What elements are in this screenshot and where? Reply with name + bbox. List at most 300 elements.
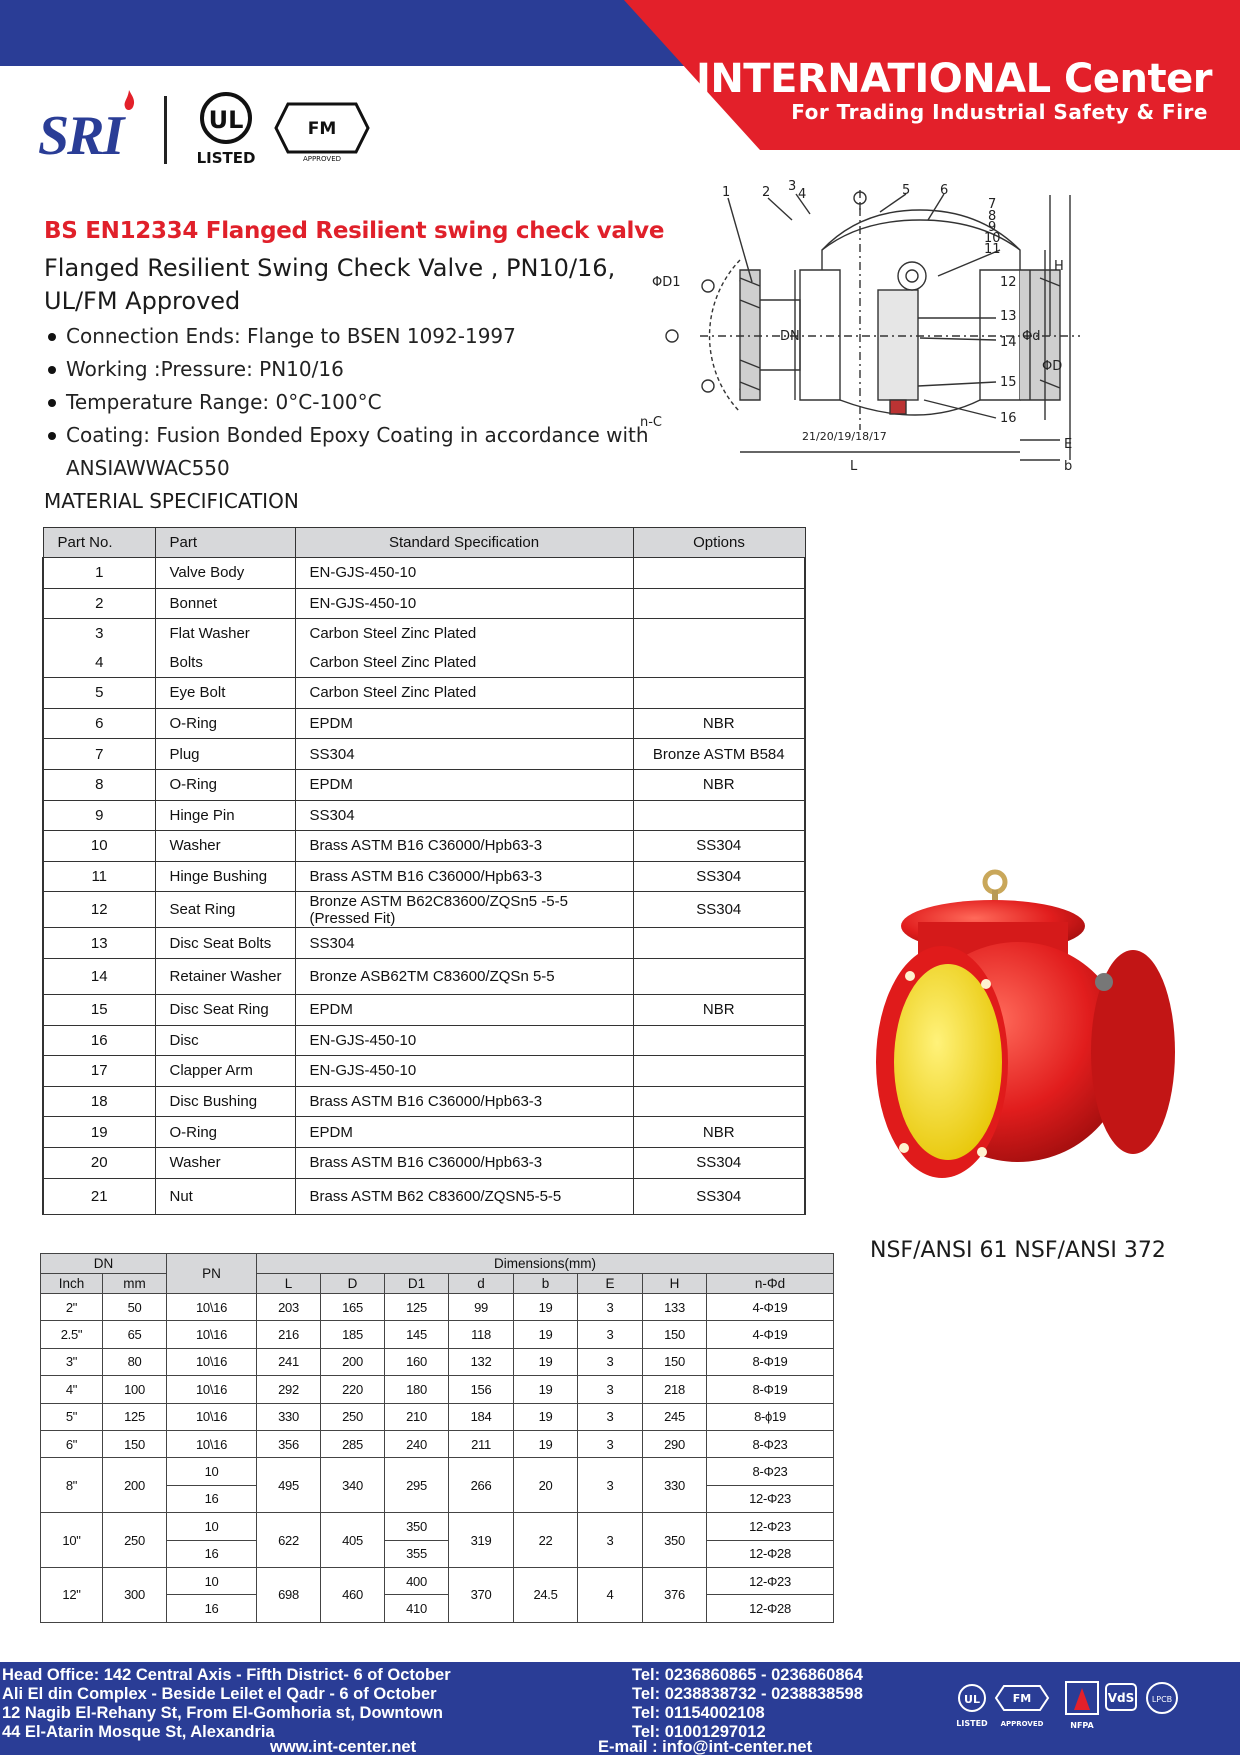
table-row [43, 994, 805, 1025]
mm-cell: 65 [103, 1321, 167, 1348]
small-d-cell: 370 [449, 1567, 514, 1622]
address-line: Head Office: 142 Central Axis - Fifth District- 6 of October [2, 1666, 451, 1684]
svg-text:11: 11 [984, 242, 1001, 257]
part-cell: O-Ring [155, 708, 295, 739]
l-cell: 216 [257, 1321, 321, 1348]
small-d-cell: 118 [449, 1321, 514, 1348]
part-no-cell: 2 [43, 588, 155, 619]
mm-cell: 50 [103, 1294, 167, 1321]
e-cell: 3 [578, 1458, 643, 1513]
spec-cell: Bronze ASB62TM C83600/ZQSn 5-5 [295, 958, 633, 994]
spec-cell: Brass ASTM B16 C36000/Hpb63-3 [295, 861, 633, 892]
bullet-icon [48, 333, 56, 341]
table-row [43, 739, 805, 770]
part-no-cell: 3 4 [43, 619, 155, 678]
d1-cell: 295 [385, 1458, 449, 1513]
bullet-icon [48, 399, 56, 407]
d1-cell: 355 [385, 1540, 449, 1567]
pn-cell: 16 [167, 1485, 257, 1512]
svg-text:E: E [1064, 437, 1073, 452]
h-cell: 350 [643, 1513, 707, 1568]
table-row [43, 708, 805, 739]
option-cell: SS304 [633, 831, 805, 862]
svg-text:ΦD1: ΦD1 [652, 275, 681, 290]
dimensions-table [40, 1253, 834, 1623]
material-spec-heading: MATERIAL SPECIFICATION [44, 489, 299, 513]
e-cell: 3 [578, 1403, 643, 1430]
feature-item: Coating: Fusion Bonded Epoxy Coating in accordance with ANSIAWWAC550 [44, 419, 694, 485]
pn-cell: 10\16 [167, 1321, 257, 1348]
nd-cell: 12-Φ23 [707, 1567, 834, 1594]
address-line: Ali El din Complex - Beside Leilet el Qadr - 6 of October [2, 1685, 437, 1703]
nd-cell: 8-ϕ19 [707, 1403, 834, 1430]
l-cell: 203 [257, 1294, 321, 1321]
phone-line: Tel: 01001297012 [632, 1723, 766, 1741]
e-cell: 3 [578, 1321, 643, 1348]
part-cell: Hinge Bushing [155, 861, 295, 892]
part-cell: Plug [155, 739, 295, 770]
spec-cell: EN-GJS-450-10 [295, 588, 633, 619]
part-no-cell: 18 [43, 1086, 155, 1117]
svg-text:10: 10 [984, 231, 1001, 246]
part-cell: Eye Bolt [155, 678, 295, 709]
svg-text:n-C: n-C [640, 415, 663, 430]
svg-text:FM: FM [1012, 1692, 1032, 1705]
option-cell [633, 800, 805, 831]
inch-cell: 3" [41, 1348, 103, 1375]
l-cell: 356 [257, 1430, 321, 1457]
option-cell [633, 619, 805, 678]
svg-text:ΦD: ΦD [1042, 359, 1063, 374]
nd-cell: 12-Φ28 [707, 1595, 834, 1622]
spec-cell: EN-GJS-450-10 [295, 1056, 633, 1087]
table-row [43, 558, 805, 589]
spec-cell: EN-GJS-450-10 [295, 558, 633, 589]
part-no-cell: 16 [43, 1025, 155, 1056]
flame-icon [122, 90, 136, 112]
part-cell: Hinge Pin [155, 800, 295, 831]
svg-text:H: H [1054, 259, 1064, 274]
svg-text:4: 4 [798, 187, 807, 202]
part-cell: Disc Seat Bolts [155, 928, 295, 959]
feature-item: Working :Pressure: PN10/16 [44, 353, 694, 386]
table-row [43, 1025, 805, 1056]
footer-cert-logos [956, 1678, 1196, 1738]
nd-cell: 12-Φ23 [707, 1485, 834, 1512]
col-header-d: d [449, 1274, 514, 1294]
col-header-part: Part [155, 528, 295, 558]
svg-text:VdS: VdS [1107, 1691, 1135, 1705]
d-cell: 200 [321, 1348, 385, 1375]
svg-text:16: 16 [1000, 411, 1017, 426]
spec-cell: Brass ASTM B16 C36000/Hpb63-3 [295, 1147, 633, 1178]
spec-cell: SS304 [295, 800, 633, 831]
b-cell: 20 [514, 1458, 578, 1513]
feature-item: Temperature Range: 0°C-100°C [44, 386, 694, 419]
pn-cell: 10\16 [167, 1294, 257, 1321]
svg-text:UL: UL [964, 1693, 980, 1706]
part-no-cell: 19 [43, 1117, 155, 1148]
inch-cell: 12" [41, 1567, 103, 1622]
col-header-H: H [643, 1274, 707, 1294]
pn-cell: 10 [167, 1567, 257, 1594]
d-cell: 340 [321, 1458, 385, 1513]
mm-cell: 80 [103, 1348, 167, 1375]
h-cell: 218 [643, 1376, 707, 1403]
table-row [41, 1513, 834, 1540]
e-cell: 3 [578, 1376, 643, 1403]
inch-cell: 8" [41, 1458, 103, 1513]
svg-text:5: 5 [902, 183, 911, 198]
spec-cell: EPDM [295, 994, 633, 1025]
table-row [43, 1117, 805, 1148]
part-no-cell: 10 [43, 831, 155, 862]
option-cell: SS304 [633, 1147, 805, 1178]
feature-item: Connection Ends: Flange to BSEN 1092-1997 [44, 320, 694, 353]
col-header-dn: DN [41, 1254, 167, 1274]
part-cell: Clapper Arm [155, 1056, 295, 1087]
e-cell: 3 [578, 1513, 643, 1568]
h-cell: 150 [643, 1321, 707, 1348]
part-no-cell: 12 [43, 892, 155, 928]
spec-cell: SS304 [295, 739, 633, 770]
valve-section-drawing [640, 179, 1200, 530]
h-cell: 133 [643, 1294, 707, 1321]
inch-cell: 2.5" [41, 1321, 103, 1348]
spec-cell: Carbon Steel Zinc Plated Carbon Steel Zinc Plated [295, 619, 633, 678]
part-cell: O-Ring [155, 1117, 295, 1148]
part-no-cell: 9 [43, 800, 155, 831]
e-cell: 3 [578, 1294, 643, 1321]
option-cell: NBR [633, 994, 805, 1025]
d1-cell: 210 [385, 1403, 449, 1430]
svg-text:2: 2 [762, 185, 771, 200]
b-cell: 22 [514, 1513, 578, 1568]
nd-cell: 4-Φ19 [707, 1321, 834, 1348]
d-cell: 250 [321, 1403, 385, 1430]
table-row [43, 800, 805, 831]
part-cell: Nut [155, 1178, 295, 1214]
product-title: BS EN12334 Flanged Resilient swing check valve [44, 218, 665, 244]
e-cell: 3 [578, 1430, 643, 1457]
h-cell: 245 [643, 1403, 707, 1430]
footer-website-link[interactable]: www.int-center.net [270, 1738, 417, 1756]
h-cell: 376 [643, 1567, 707, 1622]
part-cell: Washer [155, 831, 295, 862]
l-cell: 330 [257, 1403, 321, 1430]
phone-line: Tel: 0236860865 - 0236860864 [632, 1666, 863, 1684]
svg-text:DN: DN [780, 329, 800, 344]
part-no-cell: 14 [43, 958, 155, 994]
table-row [41, 1403, 834, 1430]
svg-text:3: 3 [788, 179, 797, 194]
part-cell: Disc [155, 1025, 295, 1056]
nd-cell: 12-Φ28 [707, 1540, 834, 1567]
phone-line: Tel: 01154002108 [632, 1704, 765, 1722]
material-spec-table [42, 527, 806, 1215]
spec-cell: EPDM [295, 1117, 633, 1148]
table-row [43, 1086, 805, 1117]
pn-cell: 10\16 [167, 1348, 257, 1375]
valve-product-photo [868, 862, 1190, 1188]
inch-cell: 4" [41, 1376, 103, 1403]
mm-cell: 200 [103, 1458, 167, 1513]
pn-cell: 10\16 [167, 1376, 257, 1403]
svg-text:Φd: Φd [1022, 329, 1041, 344]
dimensions-table-body [41, 1294, 834, 1623]
pn-cell: 10\16 [167, 1430, 257, 1457]
spec-cell: SS304 [295, 928, 633, 959]
part-cell: Disc Bushing [155, 1086, 295, 1117]
small-d-cell: 211 [449, 1430, 514, 1457]
nd-cell: 8-Φ19 [707, 1348, 834, 1375]
svg-text:APPROVED: APPROVED [1000, 1720, 1044, 1728]
pn-cell: 16 [167, 1595, 257, 1622]
d-cell: 165 [321, 1294, 385, 1321]
nd-cell: 12-Φ23 [707, 1513, 834, 1540]
spec-cell: Carbon Steel Zinc Plated [295, 678, 633, 709]
b-cell: 19 [514, 1430, 578, 1457]
nd-cell: 8-Φ23 [707, 1458, 834, 1485]
d-cell: 285 [321, 1430, 385, 1457]
col-header-spec: Standard Specification [295, 528, 633, 558]
part-no-cell: 8 [43, 769, 155, 800]
d1-cell: 180 [385, 1376, 449, 1403]
part-no-cell: 15 [43, 994, 155, 1025]
part-no-cell: 7 [43, 739, 155, 770]
col-header-inch: Inch [41, 1274, 103, 1294]
spec-cell: EPDM [295, 708, 633, 739]
svg-text:15: 15 [1000, 375, 1017, 390]
material-table-body [43, 558, 805, 1215]
mm-cell: 150 [103, 1430, 167, 1457]
svg-text:14: 14 [1000, 335, 1017, 350]
pn-cell: 10 [167, 1513, 257, 1540]
part-cell: Washer [155, 1147, 295, 1178]
option-cell: SS304 [633, 861, 805, 892]
part-cell: Flat Washer Bolts [155, 619, 295, 678]
h-cell: 290 [643, 1430, 707, 1457]
option-cell [633, 1025, 805, 1056]
table-row [41, 1458, 834, 1485]
logo-divider [164, 96, 167, 164]
inch-cell: 5" [41, 1403, 103, 1430]
table-row [43, 769, 805, 800]
address-line: 44 El-Atarin Mosque St, Alexandria [2, 1723, 275, 1741]
mm-cell: 250 [103, 1513, 167, 1568]
svg-text:LISTED: LISTED [196, 149, 256, 167]
svg-text:13: 13 [1000, 309, 1017, 324]
table-row [41, 1430, 834, 1457]
table-row [41, 1348, 834, 1375]
col-header-L: L [257, 1274, 321, 1294]
option-cell: SS304 [633, 1178, 805, 1214]
col-header-D: D [321, 1274, 385, 1294]
col-header-E: E [578, 1274, 643, 1294]
l-cell: 292 [257, 1376, 321, 1403]
d1-cell: 125 [385, 1294, 449, 1321]
spec-cell: Brass ASTM B16 C36000/Hpb63-3 [295, 1086, 633, 1117]
h-cell: 150 [643, 1348, 707, 1375]
part-no-cell: 1 [43, 558, 155, 589]
svg-text:6: 6 [940, 183, 949, 198]
b-cell: 19 [514, 1403, 578, 1430]
ul-listed-logo [196, 92, 256, 166]
mm-cell: 100 [103, 1376, 167, 1403]
spec-cell: Brass ASTM B62 C83600/ZQSN5-5-5 [295, 1178, 633, 1214]
svg-text:7: 7 [988, 197, 997, 212]
table-row [43, 588, 805, 619]
option-cell: SS304 [633, 892, 805, 928]
table-row [43, 678, 805, 709]
spec-cell: EPDM [295, 769, 633, 800]
svg-text:LPCB: LPCB [1151, 1695, 1173, 1704]
part-no-cell: 11 [43, 861, 155, 892]
option-cell [633, 928, 805, 959]
svg-text:b: b [1064, 459, 1073, 474]
e-cell: 3 [578, 1348, 643, 1375]
small-d-cell: 319 [449, 1513, 514, 1568]
d1-cell: 410 [385, 1595, 449, 1622]
part-cell: Seat Ring [155, 892, 295, 928]
d-cell: 220 [321, 1376, 385, 1403]
table-row [43, 619, 805, 678]
logo-row [36, 78, 396, 168]
d1-cell: 350 [385, 1513, 449, 1540]
col-header-nd: n-Φd [707, 1274, 834, 1294]
option-cell [633, 678, 805, 709]
option-cell: NBR [633, 1117, 805, 1148]
part-cell: Valve Body [155, 558, 295, 589]
pn-cell: 16 [167, 1540, 257, 1567]
table-row [43, 1056, 805, 1087]
part-cell: O-Ring [155, 769, 295, 800]
phone-line: Tel: 0238838732 - 0238838598 [632, 1685, 863, 1703]
h-cell: 330 [643, 1458, 707, 1513]
table-row [41, 1567, 834, 1594]
product-subtitle: Flanged Resilient Swing Check Valve , PN10/16, UL/FM Approved [44, 254, 616, 315]
svg-text:1: 1 [722, 185, 731, 200]
d1-cell: 400 [385, 1567, 449, 1594]
d1-cell: 240 [385, 1430, 449, 1457]
small-d-cell: 99 [449, 1294, 514, 1321]
nd-cell: 8-Φ23 [707, 1430, 834, 1457]
l-cell: 241 [257, 1348, 321, 1375]
table-row [43, 1147, 805, 1178]
d-cell: 185 [321, 1321, 385, 1348]
svg-text:9: 9 [988, 220, 997, 235]
footer-email-link[interactable]: E-mail : info@int-center.net [598, 1738, 813, 1756]
small-d-cell: 132 [449, 1348, 514, 1375]
part-no-cell: 6 [43, 708, 155, 739]
pn-cell: 10 [167, 1458, 257, 1485]
address-line: 12 Nagib El-Rehany St, From El-Gomhoria st, Downtown [2, 1704, 443, 1722]
company-name: INTERNATIONAL Center [695, 56, 1212, 102]
svg-text:LISTED: LISTED [956, 1719, 988, 1728]
svg-text:L: L [850, 459, 858, 474]
table-row [41, 1294, 834, 1321]
small-d-cell: 184 [449, 1403, 514, 1430]
table-row [43, 928, 805, 959]
footer [0, 1662, 1240, 1755]
svg-text:21/20/19/18/17: 21/20/19/18/17 [802, 430, 887, 443]
col-header-mm: mm [103, 1274, 167, 1294]
mm-cell: 125 [103, 1403, 167, 1430]
nd-cell: 4-Φ19 [707, 1294, 834, 1321]
spec-cell: Bronze ASTM B62C83600/ZQSn5 -5-5 (Pressed Fit) [295, 892, 633, 928]
l-cell: 698 [257, 1567, 321, 1622]
table-row [43, 861, 805, 892]
table-row [43, 958, 805, 994]
d1-cell: 160 [385, 1348, 449, 1375]
b-cell: 19 [514, 1294, 578, 1321]
option-cell: Bronze ASTM B584 [633, 739, 805, 770]
option-cell: NBR [633, 708, 805, 739]
l-cell: 622 [257, 1513, 321, 1568]
bullet-icon [48, 366, 56, 374]
table-row [43, 831, 805, 862]
svg-text:APPROVED: APPROVED [302, 155, 342, 163]
option-cell [633, 1056, 805, 1087]
part-no-cell: 20 [43, 1147, 155, 1178]
footer-addresses [2, 1666, 451, 1742]
b-cell: 19 [514, 1321, 578, 1348]
b-cell: 24.5 [514, 1567, 578, 1622]
col-header-b: b [514, 1274, 578, 1294]
svg-text:8: 8 [988, 209, 997, 224]
svg-text:12: 12 [1000, 275, 1017, 290]
spec-cell: EN-GJS-450-10 [295, 1025, 633, 1056]
option-cell [633, 958, 805, 994]
svg-text:NFPA: NFPA [1070, 1721, 1094, 1730]
svg-text:UL: UL [208, 106, 244, 134]
b-cell: 19 [514, 1348, 578, 1375]
inch-cell: 6" [41, 1430, 103, 1457]
feature-list [44, 320, 694, 485]
pn-cell: 10\16 [167, 1403, 257, 1430]
sri-logo: SRI [36, 96, 140, 160]
table-row [43, 892, 805, 928]
l-cell: 495 [257, 1458, 321, 1513]
part-no-cell: 21 [43, 1178, 155, 1214]
company-tagline: For Trading Industrial Safety & Fire [791, 100, 1208, 124]
nd-cell: 8-Φ19 [707, 1376, 834, 1403]
table-header-row [41, 1254, 834, 1274]
d-cell: 460 [321, 1567, 385, 1622]
option-cell: NBR [633, 769, 805, 800]
small-d-cell: 266 [449, 1458, 514, 1513]
col-header-options: Options [633, 528, 805, 558]
mm-cell: 300 [103, 1567, 167, 1622]
d1-cell: 145 [385, 1321, 449, 1348]
nsf-certifications: NSF/ANSI 61 NSF/ANSI 372 [870, 1238, 1166, 1263]
d-cell: 405 [321, 1513, 385, 1568]
fm-approved-logo [274, 100, 370, 162]
col-header-D1: D1 [385, 1274, 449, 1294]
col-header-part-no: Part No. [43, 528, 155, 558]
part-no-cell: 13 [43, 928, 155, 959]
inch-cell: 10" [41, 1513, 103, 1568]
bullet-icon [48, 432, 56, 440]
table-header-row [43, 528, 805, 558]
footer-phones [632, 1666, 863, 1742]
part-no-cell: 5 [43, 678, 155, 709]
spec-cell: Brass ASTM B16 C36000/Hpb63-3 [295, 831, 633, 862]
b-cell: 19 [514, 1376, 578, 1403]
table-row [41, 1376, 834, 1403]
inch-cell: 2" [41, 1294, 103, 1321]
small-d-cell: 156 [449, 1376, 514, 1403]
